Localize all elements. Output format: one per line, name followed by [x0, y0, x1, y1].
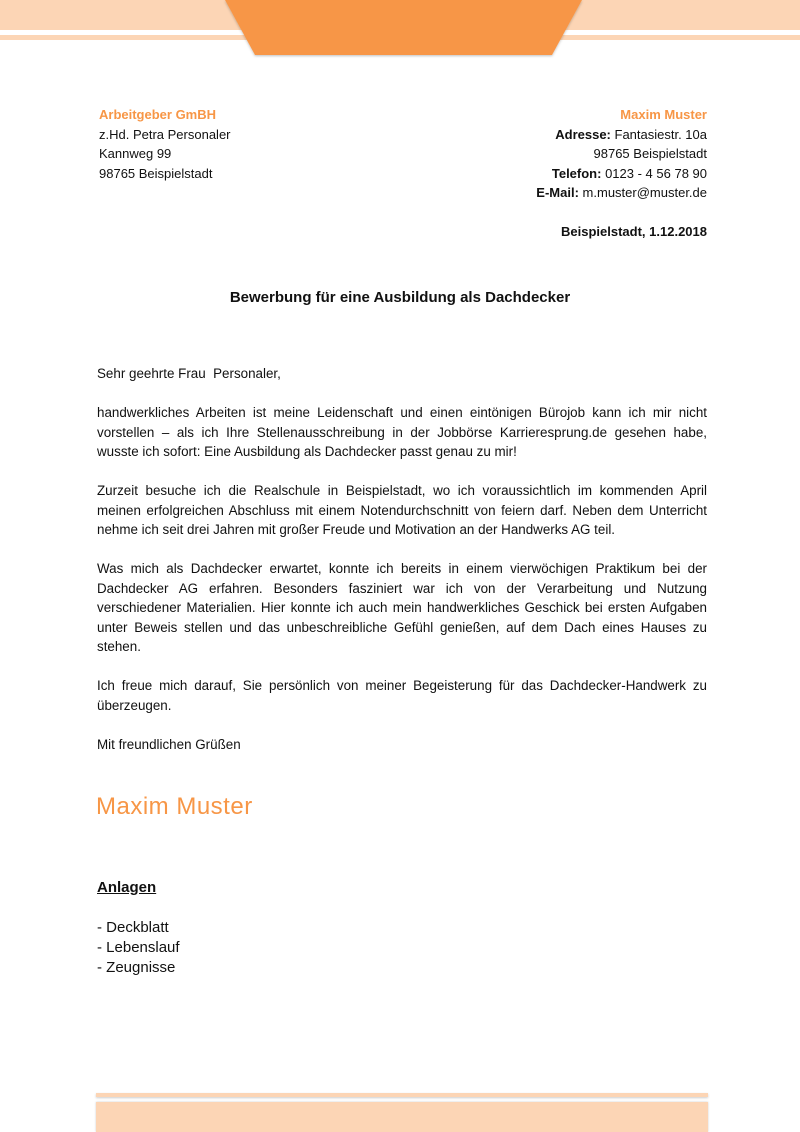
sender-phone: 0123 - 4 56 78 90 — [605, 165, 707, 181]
email-label: E-Mail: — [536, 185, 579, 200]
attachment-item: - Zeugnisse — [97, 959, 176, 976]
attachments — [97, 878, 180, 978]
footer-band — [96, 1102, 708, 1132]
sender-email: m.muster@muster.de — [582, 185, 707, 200]
paragraph: Ich freue mich darauf, Sie persönlich von meiner Begeisterung für das Dachdecker-Handwerk zu überzeugen. — [97, 678, 707, 713]
attachments-title: Anlagen — [97, 879, 157, 896]
recipient-street: Kannweg 99 — [99, 146, 172, 161]
paragraph: Was mich als Dachdecker erwartet, konnte ich bereits in einem vierwöchigen Praktikum bei der Dachdecker AG erfahren. Besonders fasziniert war ich von der Verarbeitung und Nutzung verschiedener Materialien. Hier konnte ich auch mein handwerkliches Geschick bei ersten Aufgaben unter Beweis stellen und das unbeschreibliche Gefühl genießen, auf dem Dach eines Hauses zu stehen. — [97, 561, 707, 654]
letter-subject: Bewerbung für eine Ausbildung als Dachdecker — [229, 289, 571, 306]
phone-label: Telefon: — [551, 165, 602, 181]
sender-city: 98765 Beispielstadt — [593, 146, 707, 161]
address-label: Adresse: — [555, 126, 611, 142]
footer-line — [96, 1093, 708, 1097]
sender-address-line — [536, 125, 707, 145]
closing: Mit freundlichen Grüßen — [97, 736, 241, 752]
sender-email-line — [536, 183, 707, 203]
sender-street: Fantasiestr. 10a — [614, 126, 707, 142]
recipient-attention: z.Hd. Petra Personaler — [99, 126, 231, 142]
recipient-company: Arbeitgeber GmBH — [99, 107, 217, 122]
paragraph: Zurzeit besuche ich die Realschule in Beispielstadt, wo ich voraussichtlich im kommenden April meinen erfolgreichen Abschluss mit einem Notendurchschnitt von feiern darf. Neben dem Unterricht nehme ich seit drei Jahren mit großer Freude und Motivation an der Handwerks AG teil. — [97, 483, 707, 537]
sender-address — [536, 105, 707, 242]
sender-name: Maxim Muster — [620, 107, 707, 122]
recipient-address — [99, 105, 231, 183]
attachment-item: - Lebenslauf — [97, 939, 180, 956]
sender-phone-line — [536, 164, 707, 184]
letter-body — [97, 364, 707, 774]
place-date: Beispielstadt, 1.12.2018 — [561, 224, 707, 239]
signature: Maxim Muster — [96, 793, 253, 820]
attachment-item: - Deckblatt — [97, 919, 169, 936]
salutation: Sehr geehrte Frau Personaler, — [97, 366, 281, 381]
header-trapezoid — [0, 0, 800, 60]
paragraph: handwerkliches Arbeiten ist meine Leidenschaft und einen eintönigen Bürojob kann ich mir nicht vorstellen – als ich Ihre Stellenausschreibung in der Jobbörse Karrieresprung.de gesehen habe, wusste ich sofort: Eine Ausbildung als Dachdecker passt genau zu mir! — [97, 405, 707, 459]
recipient-city: 98765 Beispielstadt — [99, 165, 213, 181]
